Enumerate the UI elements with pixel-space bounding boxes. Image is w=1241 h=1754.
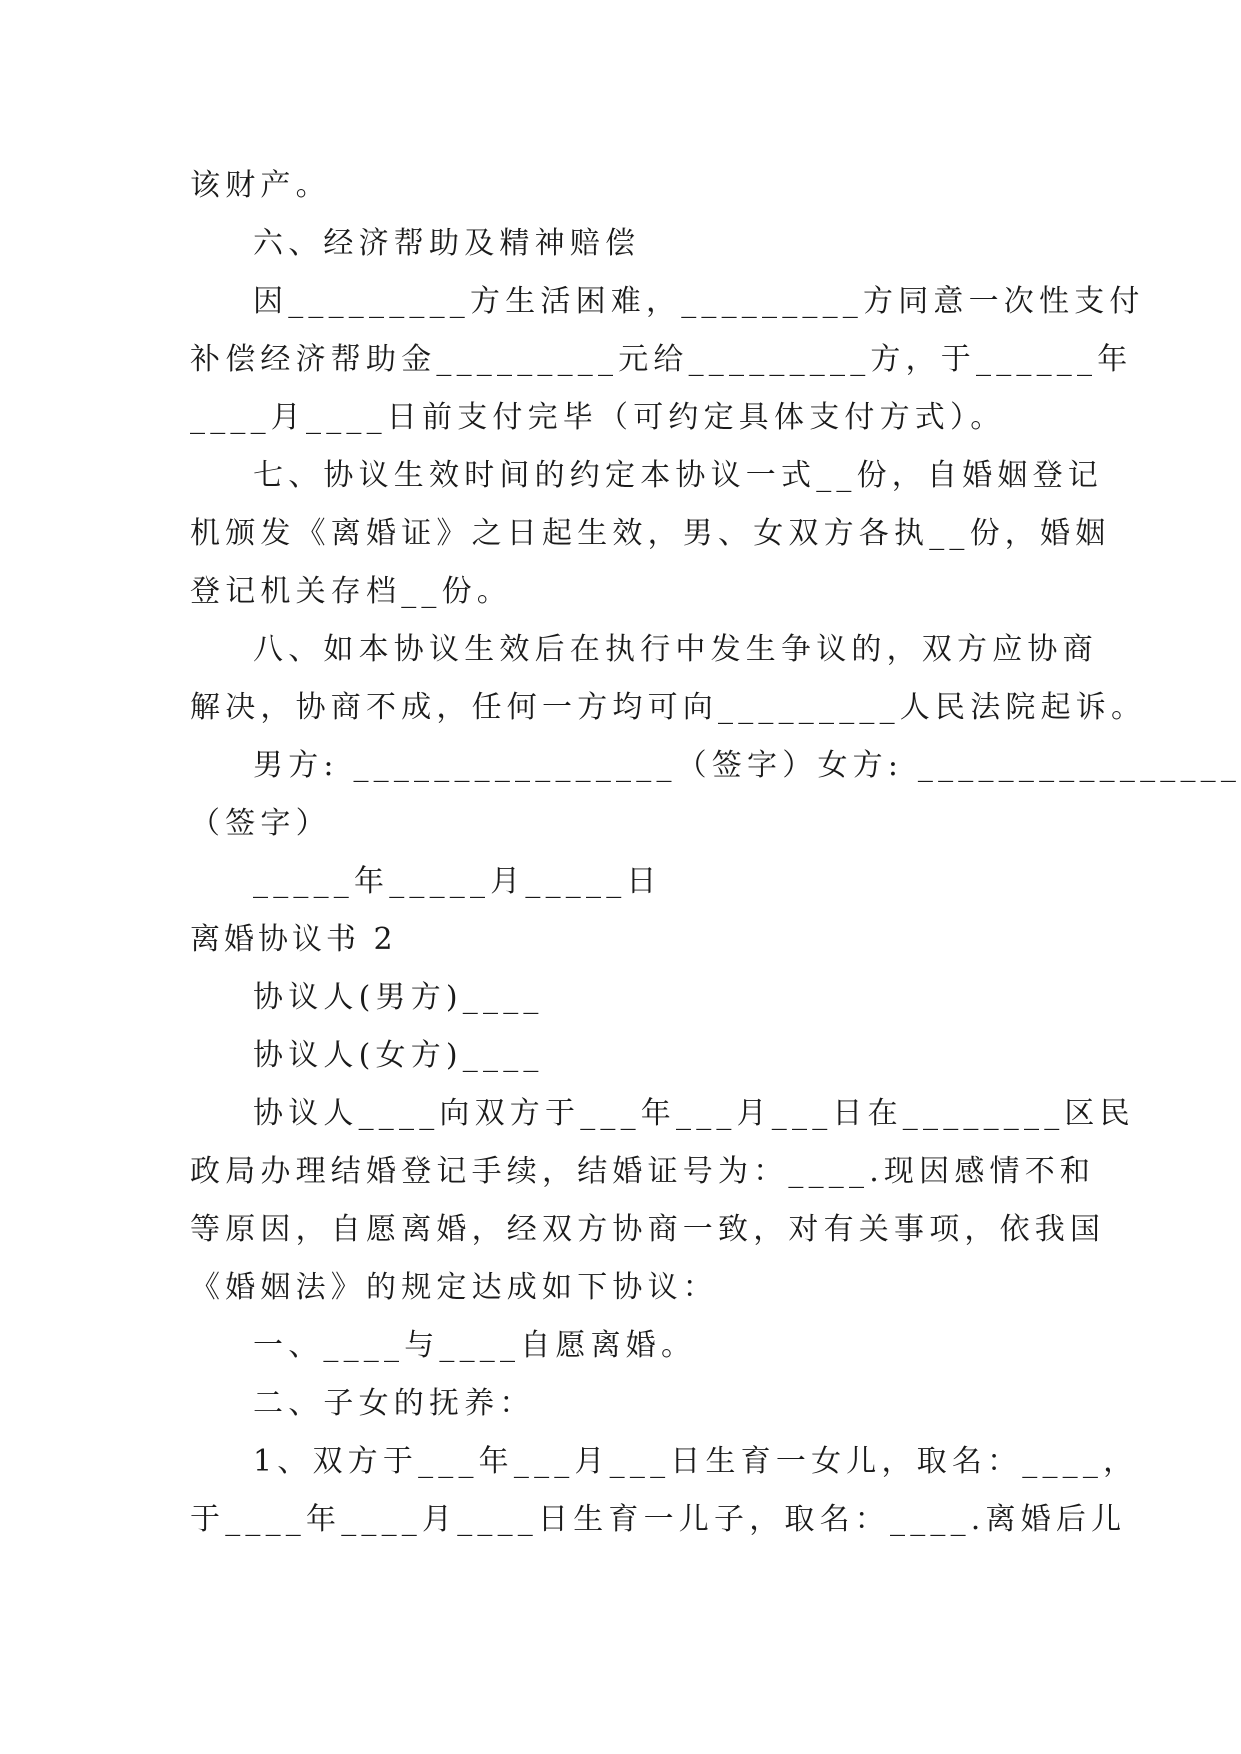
text-line: 解决，协商不成，任何一方均可向_________人民法院起诉。	[190, 690, 1147, 725]
date-line: _____年_____月_____日	[253, 864, 662, 899]
section-heading: 二、子女的抚养：	[253, 1386, 535, 1421]
text-line: 该财产。	[190, 168, 331, 203]
text-line: 1、双方于___年___月___日生育一女儿，取名：____，	[253, 1444, 1139, 1479]
document-title: 离婚协议书 2	[190, 922, 397, 957]
section-heading: 六、经济帮助及精神赔偿	[253, 226, 641, 261]
text-line: 协议人____向双方于___年___月___日在________区民	[253, 1096, 1135, 1131]
party-line: 协议人(男方)____	[253, 980, 544, 1015]
text-line: 等原因，自愿离婚，经双方协商一致，对有关事项，依我国	[190, 1212, 1106, 1247]
text-line: 八、如本协议生效后在执行中发生争议的，双方应协商	[253, 632, 1098, 667]
text-line: 登记机关存档__份。	[190, 574, 512, 609]
text-line: 补偿经济帮助金_________元给_________方，于______年	[190, 342, 1133, 377]
party-line: 协议人(女方)____	[253, 1038, 544, 1073]
text-line: 七、协议生效时间的约定本协议一式__份，自婚姻登记	[253, 458, 1103, 493]
text-line: 《婚姻法》的规定达成如下协议：	[190, 1270, 718, 1305]
text-line: 于____年____月____日生育一儿子，取名：____.离婚后儿	[190, 1502, 1127, 1537]
signature-line: 男方: ________________（签字）女方: ________________	[253, 748, 1241, 783]
signature-line: （签字）	[190, 806, 331, 841]
text-line: 一、____与____自愿离婚。	[253, 1328, 697, 1363]
text-line: 政局办理结婚登记手续，结婚证号为：____.现因感情不和	[190, 1154, 1096, 1189]
text-line: 机颁发《离婚证》之日起生效，男、女双方各执__份，婚姻	[190, 516, 1111, 551]
text-line: ____月____日前支付完毕（可约定具体支付方式）。	[190, 400, 1006, 435]
text-line: 因_________方生活困难，_________方同意一次性支付	[253, 284, 1145, 319]
